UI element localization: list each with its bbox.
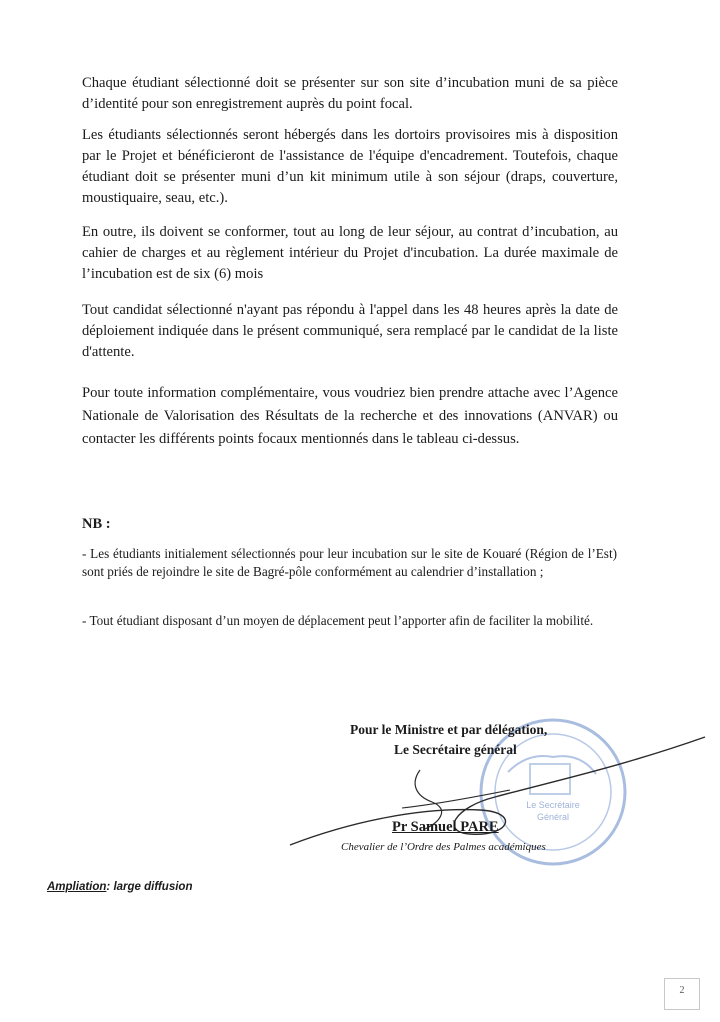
signature-line-1: Pour le Ministre et par délégation, — [350, 722, 548, 737]
ampliation-text: : large diffusion — [106, 881, 193, 893]
ampliation-label: Ampliation — [47, 881, 107, 893]
body-paragraph: Tout candidat sélectionné n'ayant pas répondu à l'appel dans les 48 heures après la date de déploiement indiquée dans le présent communiqué, sera remplacé par le candidat de la liste d'attente. — [82, 302, 618, 360]
stamp-text: Le Secrétaire — [526, 800, 580, 810]
body-paragraph: Les étudiants sélectionnés seront hébergés dans les dortoirs provisoires mis à disposition par le Projet et bénéficieront de l'assistance de l'équipe d'encadrement. Toutefois, chaque étudiant doit se présenter muni d’un kit minimum utile à son séjour (draps, couverture, moustiquaire, seau, etc.). — [82, 127, 618, 206]
nb-title: NB : — [82, 516, 111, 532]
handwritten-signature — [280, 712, 710, 862]
nb-item: - Tout étudiant disposant d’un moyen de déplacement peut l’apporter afin de faciliter la mobilité. — [82, 613, 594, 628]
signature-line-2: Le Secrétaire général — [394, 742, 517, 757]
ampliation — [47, 881, 192, 893]
signatory-name: Pr Samuel PARE — [392, 819, 499, 835]
body-paragraph: En outre, ils doivent se conformer, tout au long de leur séjour, au contrat d’incubation, au cahier de charges et au règlement intérieur du Projet d'incubation. La durée maximale de l’incubation est de six (6) mois — [82, 224, 618, 282]
body-paragraph: Chaque étudiant sélectionné doit se présenter sur son site d’incubation muni de sa pièce d’identité pour son enregistrement auprès du point focal. — [82, 75, 618, 112]
body-paragraph: Pour toute information complémentaire, vous voudriez bien prendre attache avec l’Agence Nationale de Valorisation des Résultats de la recherche et des innovations (ANVAR) ou contacter les différents points focaux mentionnés dans le tableau ci-dessus. — [82, 385, 618, 447]
signatory-title: Chevalier de l’Ordre des Palmes académiques — [341, 841, 546, 853]
stamp-text: Général — [536, 812, 570, 822]
page-number: 2 — [664, 978, 700, 1010]
nb-item: - Les étudiants initialement sélectionnés pour leur incubation sur le site de Kouaré (Région de l’Est) sont priés de rejoindre le site de Bagré-pôle conformément au calendrier d’installation ; — [82, 546, 617, 579]
